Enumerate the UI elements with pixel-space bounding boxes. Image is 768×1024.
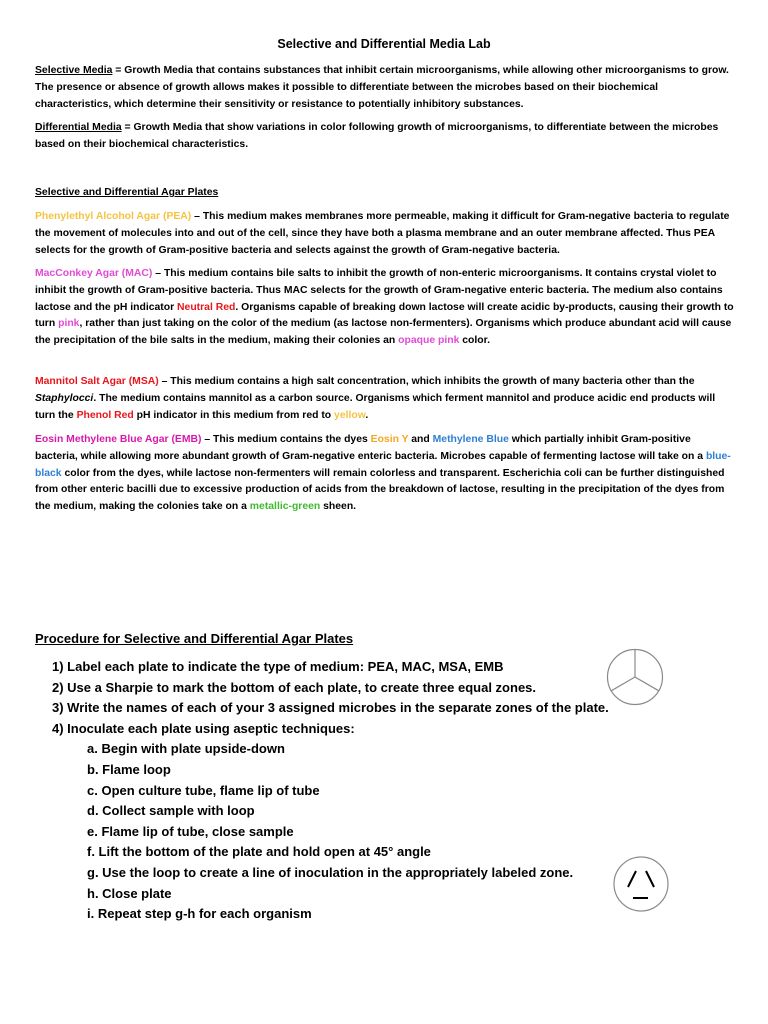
procedure-heading: Procedure for Selective and Differential Agar Plates	[35, 631, 354, 646]
methylene-blue-term: Methylene Blue	[432, 434, 509, 445]
msa-name: Mannitol Salt Agar (MSA)	[35, 376, 159, 387]
substep-item: i. Repeat step g-h for each organism	[87, 906, 312, 922]
eosin-y-term: Eosin Y	[370, 434, 409, 445]
staphylocci-term: Staphylocci	[35, 392, 94, 404]
msa-text-2: . The medium contains mannitol as a carbon source. Organisms which ferment mannitol and produce acidic end products will turn the	[35, 392, 716, 421]
pea-description	[35, 209, 735, 259]
page-title: Selective and Differential Media Lab	[277, 37, 491, 51]
plate-inoculation-diagram	[612, 855, 670, 913]
plate-zones-diagram	[605, 647, 665, 707]
pink-term: pink	[58, 318, 80, 330]
pea-text: – This medium makes membranes more permeable, making it difficult for Gram-negative bacteria to regulate the movement of molecules into and out of the cell, since they have both a plasma membrane and an outer membrane affected. Thus PEA selects for the growth of Gram-positive bacteria and selects against the growth of Gram-negative bacteria.	[35, 211, 730, 256]
msa-text-3: pH indicator in this medium from red to	[133, 409, 335, 421]
pea-name: Phenylethyl Alcohol Agar (PEA)	[35, 211, 192, 222]
substep-item: b. Flame loop	[87, 761, 171, 777]
differential-media-term: Differential Media	[35, 122, 122, 133]
metallic-green-term: metallic-green	[249, 501, 321, 513]
step-item: 3) Write the names of each of your 3 assigned microbes in the separate zones of the plate.	[52, 700, 609, 716]
step-item: 2) Use a Sharpie to mark the bottom of each plate, to create three equal zones.	[52, 679, 537, 695]
blue-black-term: blue-black	[35, 450, 731, 479]
msa-text-1: – This medium contains a high salt concentration, which inhibits the growth of many bacteria other than the	[158, 376, 695, 387]
agar-plates-heading: Selective and Differential Agar Plates	[35, 187, 219, 198]
phenol-red-term: Phenol Red	[76, 409, 134, 421]
opaque-pink-term: opaque pink	[398, 335, 460, 347]
neutral-red-term: Neutral Red	[177, 301, 236, 313]
substep-item: d. Collect sample with loop	[87, 803, 255, 819]
selective-media-definition	[35, 63, 735, 113]
emb-text-2: and	[408, 434, 433, 445]
mac-name: MacConkey Agar (MAC)	[35, 268, 153, 279]
step-item: 4) Inoculate each plate using aseptic techniques:	[52, 720, 355, 736]
mac-description	[35, 266, 735, 350]
mac-text-3: , rather than just taking on the color of the medium (as lactose non-fermenters). Organisms which produce abundant acid will cause the precipitation of the bile salts in the medium, making their colonies an	[35, 318, 732, 347]
mac-text-1: – This medium contains bile salts to inhibit the growth of non-enteric microorganisms. It contains crystal violet to inhibit the growth of Gram-positive bacteria. Thus MAC selects for the growth of Gram-negative enteric bacteria. The medium also contains lactose and the pH indicator	[35, 268, 723, 313]
substep-item: f. Lift the bottom of the plate and hold open at 45° angle	[87, 844, 431, 860]
yellow-term: yellow	[334, 409, 366, 421]
procedure-steps	[52, 657, 652, 925]
differential-media-definition	[35, 120, 735, 154]
substep-item: e. Flame lip of tube, close sample	[87, 823, 294, 839]
emb-description	[35, 432, 735, 516]
emb-text-3: which partially inhibit Gram-positive bacteria, while allowing more abundant growth of Gram-negative enteric bacteria. Microbes capable of fermenting lactose will take on a	[35, 434, 706, 462]
substep-item: a. Begin with plate upside-down	[87, 741, 285, 757]
selective-media-text: = Growth Media that contains substances that inhibit certain microorganisms, while allowing other microorganisms to grow. The presence or absence of growth allows makes it possible to differentiate between the microbes based on their biochemical characteristics, which determine their sensitivity or resistance to potentially inhibitory substances.	[35, 65, 729, 110]
emb-text-5: sheen.	[320, 501, 357, 513]
msa-description	[35, 374, 735, 424]
emb-text-1: – This medium contains the dyes	[201, 434, 371, 445]
msa-text-4: .	[365, 409, 369, 421]
mac-text-4: color.	[459, 335, 490, 347]
mac-text-2: . Organisms capable of breaking down lactose will create acidic by-products, causing their growth to turn	[35, 301, 734, 330]
differential-media-text: = Growth Media that show variations in color following growth of microorganisms, to differentiate between the microbes based on their biochemical characteristics.	[35, 122, 719, 150]
substep-item: c. Open culture tube, flame lip of tube	[87, 782, 320, 798]
emb-name: Eosin Methylene Blue Agar (EMB)	[35, 434, 202, 445]
substep-item: h. Close plate	[87, 885, 172, 901]
step-item: 1) Label each plate to indicate the type of medium: PEA, MAC, MSA, EMB	[52, 659, 504, 674]
selective-media-term: Selective Media	[35, 65, 113, 76]
substep-item: g. Use the loop to create a line of inoculation in the appropriately labeled zone.	[87, 864, 574, 880]
emb-text-4: color from the dyes, while lactose non-fermenters will remain colorless and transparent. Escherichia coli can be further distinguished from other enteric bacilli due to excessive production of acids from the breakdown of lactose, resulting in the precipitation of the dyes from the medium, making the colonies take on a	[35, 467, 725, 513]
